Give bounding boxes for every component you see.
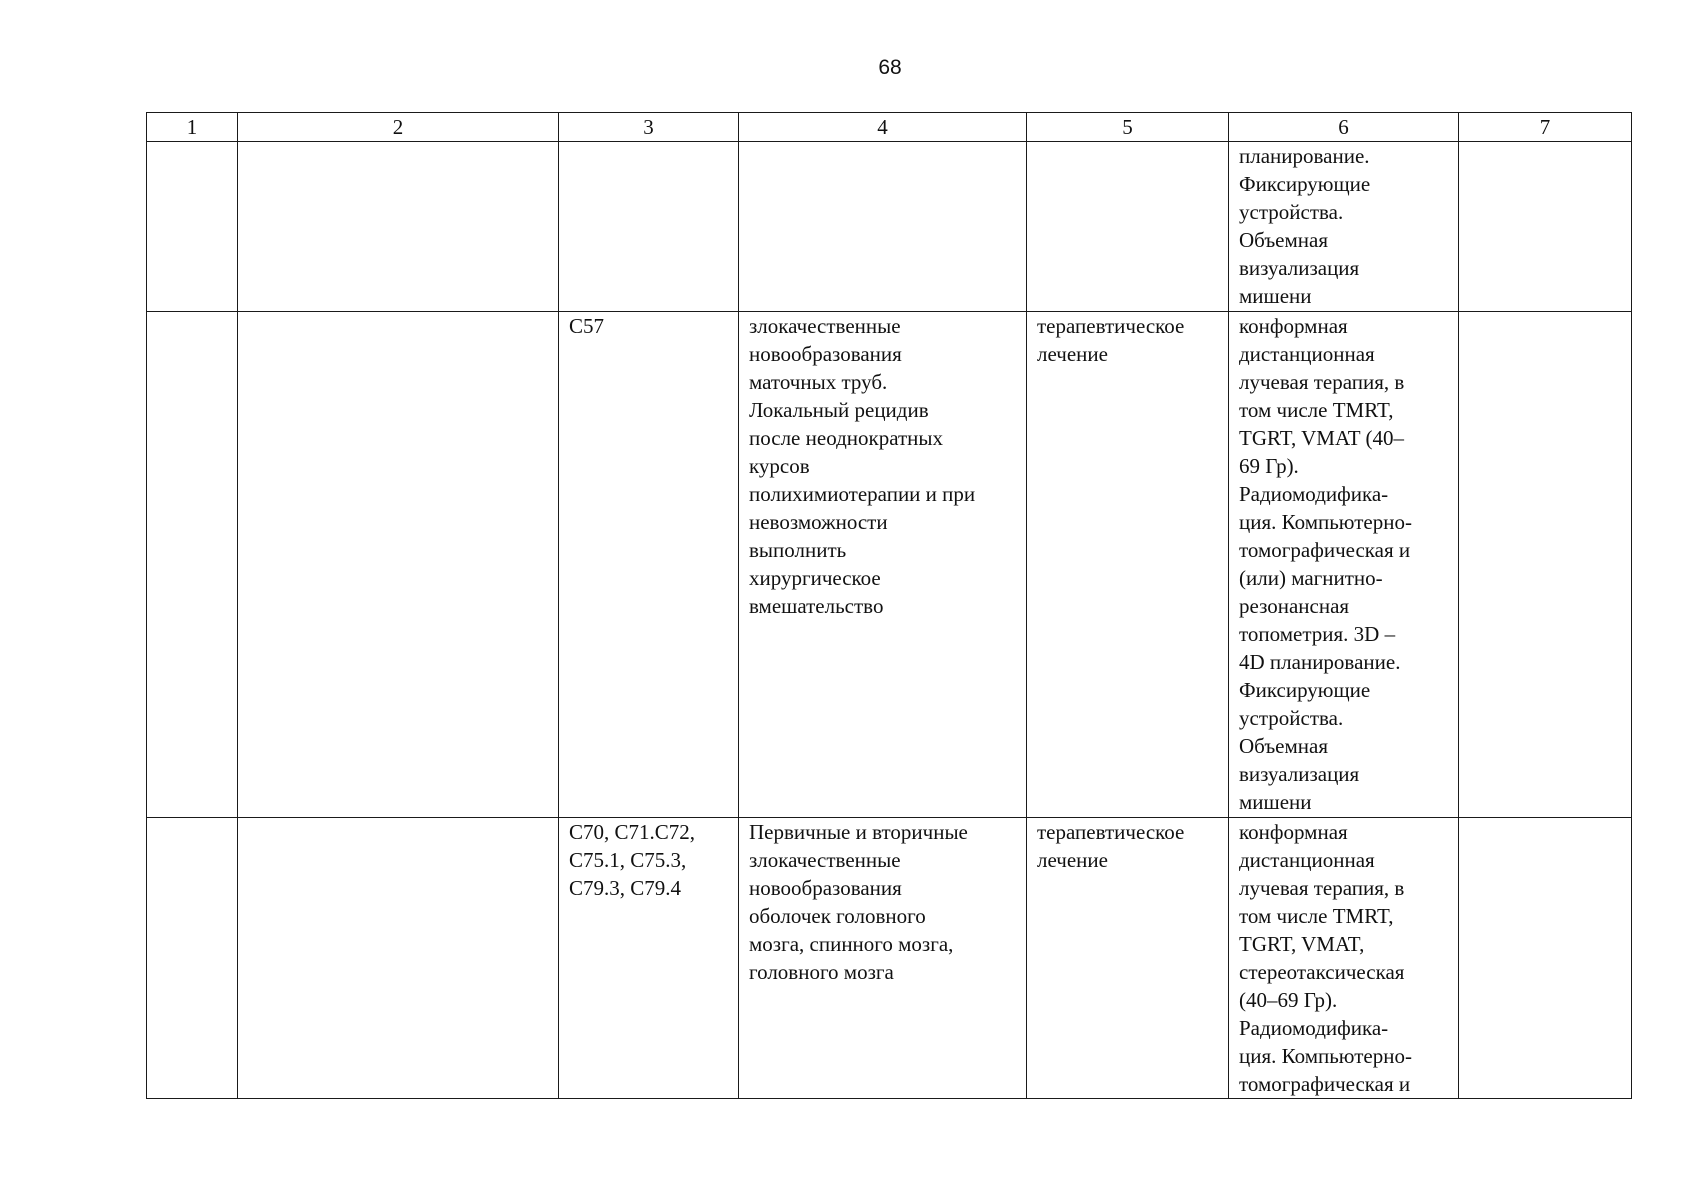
table-cell xyxy=(238,818,559,1099)
icd-code-cell xyxy=(559,142,739,312)
medical-table xyxy=(146,112,1632,1099)
icd-code-cell: С57 xyxy=(559,312,739,818)
diagnosis-cell: злокачественные новообразования маточных труб. Локальный рецидив после неоднократных курсов полихимиотерапии и при невозможности выполнить хирургическое вмешательство xyxy=(739,312,1027,818)
treatment-type-cell xyxy=(1027,142,1229,312)
table-cell xyxy=(238,142,559,312)
column-header-5: 5 xyxy=(1027,113,1229,142)
column-header-4: 4 xyxy=(739,113,1027,142)
treatment-type-cell: терапевтическое лечение xyxy=(1027,312,1229,818)
table-cell xyxy=(147,818,238,1099)
column-header-1: 1 xyxy=(147,113,238,142)
table-cell xyxy=(147,142,238,312)
icd-code-cell: С70, С71.С72, С75.1, С75.3, С79.3, С79.4 xyxy=(559,818,739,1099)
method-cell: конформная дистанционная лучевая терапия, в том числе TMRT, TGRT, VMAT (40– 69 Гр). Радиомодифика- ция. Компьютерно- томографическая и (или) магнитно- резонансная топометрия. 3D – 4D планирование. Фиксирующие устройства. Объемная визуализация мишени xyxy=(1229,312,1459,818)
column-header-3: 3 xyxy=(559,113,739,142)
page-number: 68 xyxy=(878,56,902,79)
method-cell: планирование. Фиксирующие устройства. Объемная визуализация мишени xyxy=(1229,142,1459,312)
diagnosis-cell: Первичные и вторичные злокачественные новообразования оболочек головного мозга, спинного мозга, головного мозга xyxy=(739,818,1027,1099)
table-cell xyxy=(1459,818,1632,1099)
table-row xyxy=(147,818,1632,1099)
column-header-7: 7 xyxy=(1459,113,1632,142)
table-cell xyxy=(1459,142,1632,312)
method-cell: конформная дистанционная лучевая терапия, в том числе TMRT, TGRT, VMAT, стереотаксическая (40–69 Гр). Радиомодифика- ция. Компьютерно- томографическая и xyxy=(1229,818,1459,1099)
table-cell xyxy=(238,312,559,818)
table-row xyxy=(147,142,1632,312)
table-header-row xyxy=(147,113,1632,142)
treatment-type-cell: терапевтическое лечение xyxy=(1027,818,1229,1099)
table-cell xyxy=(1459,312,1632,818)
table-cell xyxy=(147,312,238,818)
column-header-6: 6 xyxy=(1229,113,1459,142)
table-row xyxy=(147,312,1632,818)
diagnosis-cell xyxy=(739,142,1027,312)
column-header-2: 2 xyxy=(238,113,559,142)
